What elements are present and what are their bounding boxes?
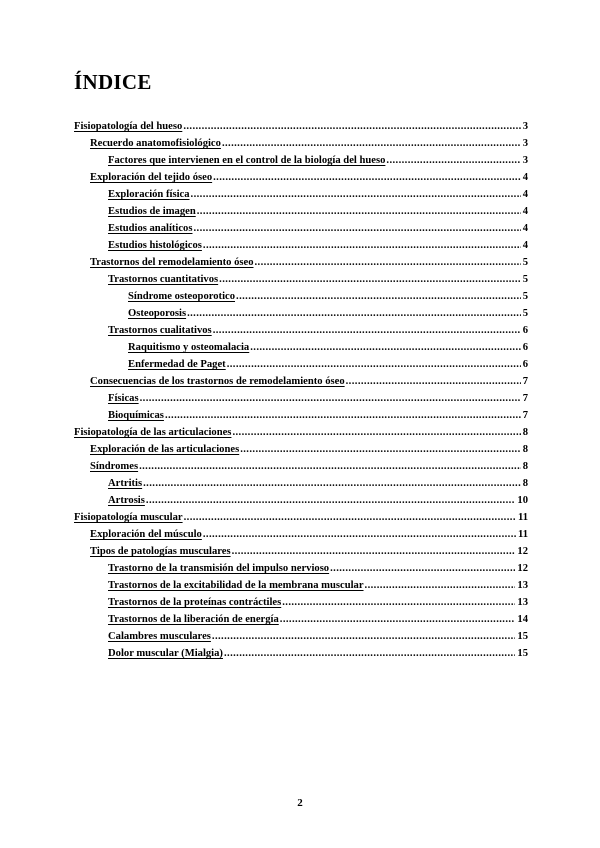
toc-entry[interactable] bbox=[74, 322, 528, 339]
toc-entry-label[interactable]: Estudios analíticos bbox=[108, 223, 193, 234]
toc-leader-dots bbox=[232, 424, 520, 441]
toc-entry[interactable] bbox=[74, 203, 528, 220]
toc-entry-label[interactable]: Exploración física bbox=[108, 189, 190, 200]
toc-leader-dots bbox=[224, 645, 515, 662]
toc-entry[interactable] bbox=[74, 645, 528, 662]
toc-leader-dots bbox=[236, 288, 521, 305]
toc-leader-dots bbox=[232, 543, 516, 560]
toc-entry-page: 12 bbox=[517, 563, 528, 574]
toc-entry-page: 4 bbox=[522, 206, 528, 217]
toc-leader-dots bbox=[346, 373, 521, 390]
toc-entry-label[interactable]: Exploración de las articulaciones bbox=[90, 444, 240, 455]
toc-entry-page: 8 bbox=[522, 461, 528, 472]
toc-leader-dots bbox=[240, 441, 521, 458]
toc-leader-dots bbox=[227, 356, 521, 373]
toc-entry[interactable] bbox=[74, 288, 528, 305]
toc-entry-page: 15 bbox=[517, 648, 528, 659]
toc-entry[interactable] bbox=[74, 373, 528, 390]
toc-entry-page: 13 bbox=[517, 580, 528, 591]
toc-entry-label[interactable]: Dolor muscular (Mialgia) bbox=[108, 648, 223, 659]
toc-entry-page: 7 bbox=[522, 393, 528, 404]
toc-entry[interactable] bbox=[74, 458, 528, 475]
toc-entry-label[interactable]: Exploración del tejido óseo bbox=[90, 172, 213, 183]
toc-entry[interactable] bbox=[74, 339, 528, 356]
toc-entry[interactable] bbox=[74, 594, 528, 611]
toc-leader-dots bbox=[184, 509, 516, 526]
toc-entry-page: 12 bbox=[517, 546, 528, 557]
toc-entry-page: 3 bbox=[522, 155, 528, 166]
toc-entry[interactable] bbox=[74, 628, 528, 645]
toc-entry-label[interactable]: Estudios histológicos bbox=[108, 240, 202, 251]
toc-entry-label[interactable]: Síndrome osteoporotico bbox=[128, 291, 236, 302]
toc-entry-page: 5 bbox=[522, 257, 528, 268]
toc-entry[interactable] bbox=[74, 220, 528, 237]
toc-entry[interactable] bbox=[74, 169, 528, 186]
toc-entry-label[interactable]: Físicas bbox=[108, 393, 139, 404]
toc-entry[interactable] bbox=[74, 254, 528, 271]
toc-entry-page: 3 bbox=[522, 138, 528, 149]
toc-entry-label[interactable]: Calambres musculares bbox=[108, 631, 211, 642]
toc-entry-page: 5 bbox=[522, 274, 528, 285]
table-of-contents bbox=[74, 118, 528, 662]
toc-entry-label[interactable]: Trastornos cuantitativos bbox=[108, 274, 219, 285]
toc-entry-page: 8 bbox=[522, 427, 528, 438]
toc-entry-label[interactable]: Osteoporosis bbox=[128, 308, 187, 319]
toc-entry-page: 5 bbox=[522, 308, 528, 319]
page-number: 2 bbox=[297, 797, 303, 809]
toc-leader-dots bbox=[282, 594, 515, 611]
toc-leader-dots bbox=[219, 271, 521, 288]
toc-entry[interactable] bbox=[74, 271, 528, 288]
toc-entry[interactable] bbox=[74, 577, 528, 594]
toc-entry[interactable] bbox=[74, 152, 528, 169]
toc-entry-label[interactable]: Recuerdo anatomofisiológico bbox=[90, 138, 221, 149]
toc-entry-page: 3 bbox=[522, 121, 528, 132]
toc-entry-page: 14 bbox=[517, 614, 528, 625]
toc-entry[interactable] bbox=[74, 135, 528, 152]
toc-leader-dots bbox=[146, 492, 516, 509]
toc-leader-dots bbox=[165, 407, 521, 424]
toc-entry[interactable] bbox=[74, 407, 528, 424]
toc-entry-page: 4 bbox=[522, 223, 528, 234]
toc-leader-dots bbox=[203, 526, 516, 543]
toc-leader-dots bbox=[365, 577, 516, 594]
toc-leader-dots bbox=[139, 458, 521, 475]
toc-entry[interactable] bbox=[74, 560, 528, 577]
toc-entry[interactable] bbox=[74, 492, 528, 509]
toc-entry-label[interactable]: Artritis bbox=[108, 478, 143, 489]
toc-leader-dots bbox=[191, 186, 521, 203]
toc-leader-dots bbox=[143, 475, 521, 492]
toc-entry-page: 13 bbox=[517, 597, 528, 608]
toc-entry-page: 4 bbox=[522, 172, 528, 183]
toc-entry-page: 7 bbox=[522, 376, 528, 387]
toc-entry-label[interactable]: Trastornos de la liberación de energía bbox=[108, 614, 279, 625]
toc-entry-page: 10 bbox=[517, 495, 528, 506]
toc-entry-page: 5 bbox=[522, 291, 528, 302]
toc-entry-label[interactable]: Trastornos cualitativos bbox=[108, 325, 212, 336]
toc-entry-label[interactable]: Exploración del músculo bbox=[90, 529, 202, 540]
toc-entry-label[interactable]: Raquitismo y osteomalacia bbox=[128, 342, 250, 353]
toc-entry-page: 7 bbox=[522, 410, 528, 421]
toc-leader-dots bbox=[222, 135, 521, 152]
toc-leader-dots bbox=[193, 220, 520, 237]
toc-leader-dots bbox=[386, 152, 520, 169]
toc-entry[interactable] bbox=[74, 526, 528, 543]
toc-entry-label[interactable]: Artrosis bbox=[108, 495, 145, 506]
toc-entry[interactable] bbox=[74, 237, 528, 254]
page-title: ÍNDICE bbox=[74, 70, 152, 94]
toc-entry[interactable] bbox=[74, 543, 528, 560]
toc-entry-label[interactable]: Fisiopatología muscular bbox=[74, 512, 183, 523]
toc-entry-page: 11 bbox=[517, 512, 528, 523]
toc-entry-label[interactable]: Estudios de imagen bbox=[108, 206, 196, 217]
toc-entry-label[interactable]: Bioquímicas bbox=[108, 410, 164, 421]
toc-leader-dots bbox=[212, 628, 516, 645]
toc-entry[interactable] bbox=[74, 186, 528, 203]
toc-entry[interactable] bbox=[74, 441, 528, 458]
toc-entry[interactable] bbox=[74, 475, 528, 492]
toc-entry[interactable] bbox=[74, 390, 528, 407]
toc-entry[interactable] bbox=[74, 305, 528, 322]
toc-entry-label[interactable]: Fisiopatología de las articulaciones bbox=[74, 427, 232, 438]
toc-leader-dots bbox=[183, 118, 520, 135]
toc-entry-page: 4 bbox=[522, 189, 528, 200]
toc-leader-dots bbox=[280, 611, 516, 628]
toc-entry-label[interactable]: Síndromes bbox=[90, 461, 139, 472]
toc-entry-label[interactable]: Fisiopatología del hueso bbox=[74, 121, 183, 132]
toc-entry[interactable] bbox=[74, 611, 528, 628]
toc-entry-label[interactable]: Consecuencias de los trastornos de remodelamiento óseo bbox=[90, 376, 345, 387]
toc-entry-page: 8 bbox=[522, 444, 528, 455]
toc-entry[interactable] bbox=[74, 509, 528, 526]
toc-leader-dots bbox=[213, 169, 521, 186]
toc-leader-dots bbox=[213, 322, 521, 339]
toc-entry-page: 6 bbox=[522, 342, 528, 353]
toc-entry-page: 4 bbox=[522, 240, 528, 251]
toc-entry-label[interactable]: Trastornos de la proteínas contráctiles bbox=[108, 597, 282, 608]
toc-leader-dots bbox=[250, 339, 520, 356]
toc-entry-page: 15 bbox=[517, 631, 528, 642]
toc-entry-page: 11 bbox=[517, 529, 528, 540]
toc-leader-dots bbox=[203, 237, 521, 254]
toc-entry[interactable] bbox=[74, 424, 528, 441]
toc-entry[interactable] bbox=[74, 356, 528, 373]
toc-entry-label[interactable]: Trastornos de la excitabilidad de la membrana muscular bbox=[108, 580, 364, 591]
toc-entry-page: 8 bbox=[522, 478, 528, 489]
toc-leader-dots bbox=[330, 560, 515, 577]
toc-entry-label[interactable]: Trastornos del remodelamiento óseo bbox=[90, 257, 254, 268]
toc-entry-label[interactable]: Enfermedad de Paget bbox=[128, 359, 226, 370]
toc-entry[interactable] bbox=[74, 118, 528, 135]
toc-entry-page: 6 bbox=[522, 325, 528, 336]
toc-leader-dots bbox=[255, 254, 521, 271]
toc-leader-dots bbox=[197, 203, 521, 220]
toc-leader-dots bbox=[187, 305, 521, 322]
toc-leader-dots bbox=[140, 390, 521, 407]
toc-entry-label[interactable]: Tipos de patologías musculares bbox=[90, 546, 231, 557]
toc-entry-page: 6 bbox=[522, 359, 528, 370]
toc-entry-label[interactable]: Trastorno de la transmisión del impulso nervioso bbox=[108, 563, 330, 574]
toc-entry-label[interactable]: Factores que intervienen en el control de la biología del hueso bbox=[108, 155, 386, 166]
